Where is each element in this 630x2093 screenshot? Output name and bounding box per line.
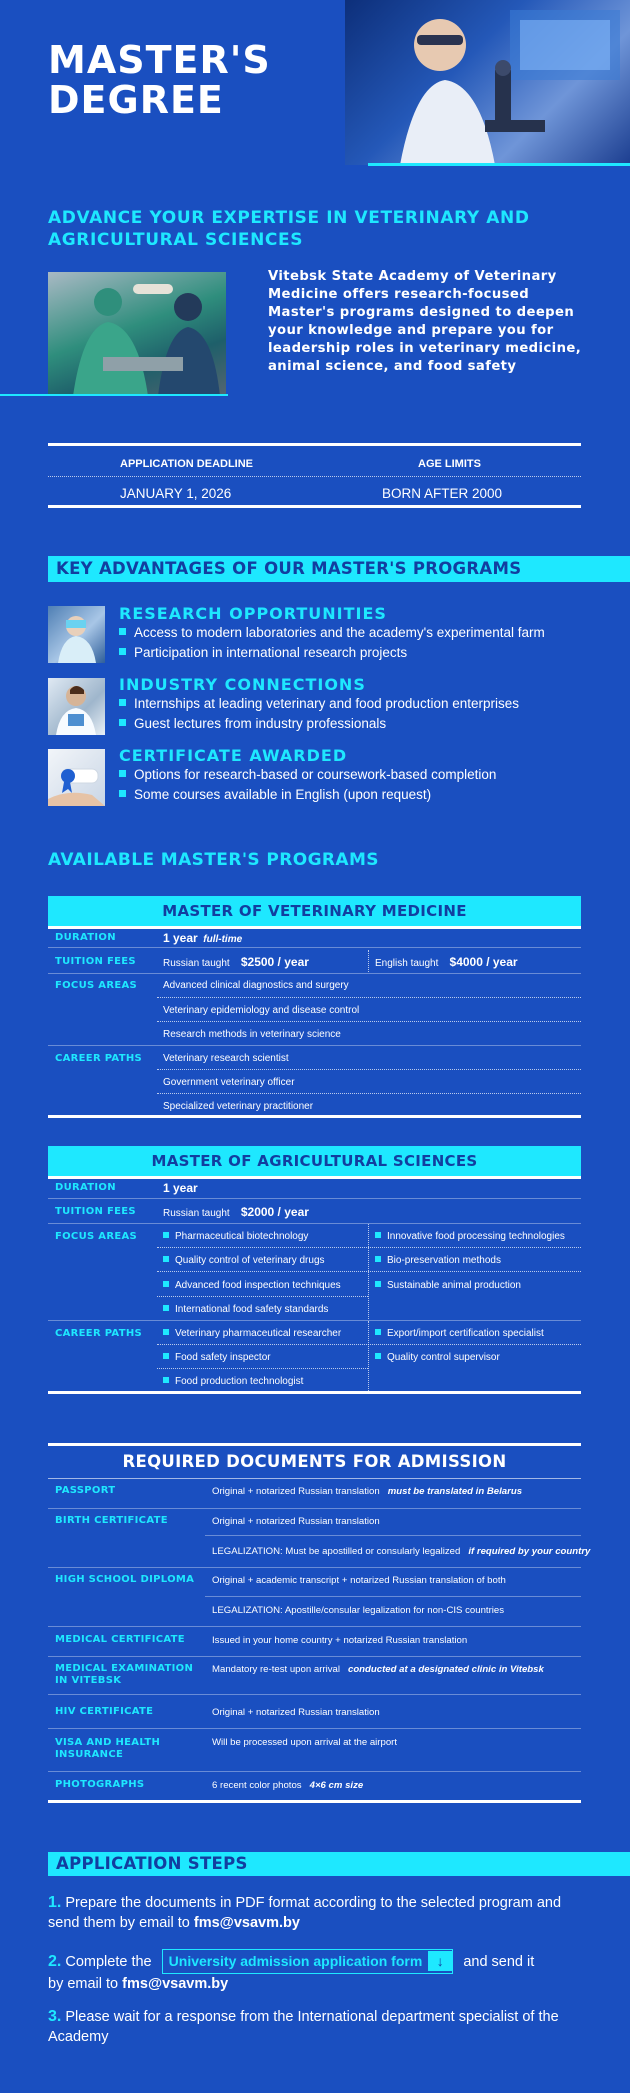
vet-duration: 1 year full-time (163, 931, 243, 945)
row-divider (48, 1728, 581, 1729)
email-link[interactable]: fms@vsavm.by (193, 1915, 300, 1931)
row-divider (157, 1271, 581, 1272)
table-top-border (48, 926, 581, 929)
doc-medical-exam-text: Mandatory re-test upon arrival conducted at a designated clinic in Vitebsk (212, 1664, 544, 1675)
step-3: 3. Please wait for a response from the International department specialist of the Academy (48, 2008, 559, 2045)
docs-bottom-border (48, 1800, 581, 1803)
agri-focus-item: Quality control of veterinary drugs (163, 1255, 325, 1266)
row-divider (205, 1535, 581, 1536)
bullet-icon (375, 1232, 381, 1238)
row-divider (48, 1567, 581, 1568)
vet-tuition-ru: Russian taught $2500 / year (163, 955, 309, 969)
row-divider (205, 1596, 581, 1597)
agri-focus-item: Advanced food inspection techniques (163, 1280, 341, 1291)
doc-passport-text: Original + notarized Russian translation must be translated in Belarus (212, 1486, 523, 1497)
row-divider (157, 1069, 581, 1070)
row-divider (48, 1771, 581, 1772)
row-divider (48, 973, 581, 974)
surgery-image (48, 272, 226, 396)
bullet-icon (119, 770, 126, 777)
row-divider (48, 1223, 581, 1224)
documents-title: REQUIRED DOCUMENTS FOR ADMISSION (122, 1452, 507, 1471)
email-link[interactable]: fms@vsavm.by (122, 1976, 229, 1992)
vet-career-item: Veterinary research scientist (163, 1053, 289, 1064)
row-divider (48, 947, 581, 948)
bullet-icon (375, 1329, 381, 1335)
step-1: 1. Prepare the documents in PDF format according to the selected program and send them by email to fms@vsavm.by (48, 1894, 562, 1931)
agri-duration: 1 year (163, 1181, 198, 1195)
advantage-item: Some courses available in English (upon request) (119, 787, 431, 802)
bullet-icon (375, 1281, 381, 1287)
bullet-icon (163, 1281, 169, 1287)
doc-label-birth-certificate: BIRTH CERTIFICATE (55, 1515, 168, 1526)
row-divider (48, 1656, 581, 1657)
hero-accent-line (368, 163, 630, 166)
deadline-table (48, 443, 581, 508)
bullet-icon (375, 1353, 381, 1359)
lab-researcher-image (345, 0, 630, 165)
row-divider (157, 1344, 581, 1345)
programs-title: AVAILABLE MASTER'S PROGRAMS (48, 850, 379, 870)
doc-photos-text: 6 recent color photos 4×6 cm size (212, 1780, 364, 1791)
tuition-label: TUITION FEES (55, 956, 136, 967)
col-divider (368, 1321, 369, 1391)
subtitle: ADVANCE YOUR EXPERTISE IN VETERINARY AND AGRICULTURAL SCIENCES (48, 208, 530, 250)
vet-focus-item: Veterinary epidemiology and disease control (163, 1005, 360, 1016)
doc-visa-text: Will be processed upon arrival at the airport (212, 1737, 398, 1748)
agri-career-item: Veterinary pharmaceutical researcher (163, 1328, 341, 1339)
table-bottom-border (48, 1391, 581, 1394)
bullet-icon (119, 719, 126, 726)
advantage-industry-title: INDUSTRY CONNECTIONS (119, 675, 366, 694)
doc-diploma-text: Original + academic transcript + notarized Russian translation of both (212, 1575, 506, 1586)
doc-label-visa-insurance: VISA AND HEALTH INSURANCE (55, 1737, 161, 1760)
agri-career-item: Food production technologist (163, 1376, 303, 1387)
deadline-value: JANUARY 1, 2026 (120, 486, 232, 501)
doc-birth-legalization: LEGALIZATION: Must be apostilled or consularly legalized if required by your country (212, 1546, 591, 1557)
focus-label: FOCUS AREAS (55, 980, 137, 991)
advantage-item: Guest lectures from industry professionals (119, 716, 386, 731)
research-image (48, 606, 105, 663)
career-label: CAREER PATHS (55, 1053, 142, 1064)
row-divider (157, 997, 581, 998)
hero-title-line2: DEGREE (48, 78, 224, 122)
agri-program-title: MASTER OF AGRICULTURAL SCIENCES (48, 1146, 581, 1176)
vet-career-item: Government veterinary officer (163, 1077, 295, 1088)
doc-hiv-text: Original + notarized Russian translation (212, 1707, 380, 1718)
col-divider (368, 950, 369, 972)
row-divider (157, 1093, 581, 1094)
doc-medical-text: Issued in your home country + notarized Russian translation (212, 1635, 468, 1646)
agri-focus-item: Innovative food processing technologies (375, 1231, 565, 1242)
industry-image (48, 678, 105, 735)
advantage-item: Internships at leading veterinary and food production enterprises (119, 696, 519, 711)
intro-text: Vitebsk State Academy of Veterinary Medicine offers research-focused Master's programs designed to deepen your knowledge and prepare you for leadership roles in veterinary medicine, animal science, and food safety (268, 269, 582, 374)
bullet-icon (119, 699, 126, 706)
bullet-icon (119, 628, 126, 635)
advantage-item: Options for research-based or coursework-based completion (119, 767, 496, 782)
row-divider (48, 1626, 581, 1627)
row-divider (48, 1694, 581, 1695)
row-divider (157, 1296, 368, 1297)
doc-label-passport: PASSPORT (55, 1485, 116, 1496)
career-label: CAREER PATHS (55, 1328, 142, 1339)
arrow-down-icon: ↓ (428, 1951, 452, 1971)
agri-career-item: Quality control supervisor (375, 1352, 500, 1363)
vet-focus-item: Research methods in veterinary science (163, 1029, 341, 1040)
duration-label: DURATION (55, 932, 116, 943)
agri-career-item: Food safety inspector (163, 1352, 271, 1363)
doc-diploma-legalization: LEGALIZATION: Apostille/consular legalization for non-CIS countries (212, 1605, 505, 1616)
bullet-icon (163, 1256, 169, 1262)
vet-program-title: MASTER OF VETERINARY MEDICINE (48, 896, 581, 926)
row-divider (48, 1320, 581, 1321)
bullet-icon (163, 1232, 169, 1238)
doc-label-medical-examination: MEDICAL EXAMINATION IN VITEBSK (55, 1663, 194, 1686)
hero-title (48, 40, 271, 120)
deadline-header: APPLICATION DEADLINE (120, 458, 254, 470)
bullet-icon (163, 1377, 169, 1383)
row-divider (48, 1508, 581, 1509)
advantage-certificate-title: CERTIFICATE AWARDED (119, 746, 348, 765)
hero-title-line1: MASTER'S (48, 38, 271, 82)
age-header: AGE LIMITS (418, 458, 481, 470)
table-top-border (48, 1176, 581, 1179)
table-bottom-border (48, 1115, 581, 1118)
row-divider (48, 1198, 581, 1199)
advantages-title: KEY ADVANTAGES OF OUR MASTER'S PROGRAMS (48, 556, 630, 582)
agri-tuition-ru: Russian taught $2000 / year (163, 1205, 309, 1219)
deadline-divider (48, 476, 581, 477)
advantage-research-title: RESEARCH OPPORTUNITIES (119, 604, 387, 623)
bullet-icon (163, 1305, 169, 1311)
duration-label: DURATION (55, 1182, 116, 1193)
docs-top-border (48, 1443, 581, 1446)
row-divider (48, 1045, 581, 1046)
doc-label-hiv-certificate: HIV CERTIFICATE (55, 1706, 154, 1717)
step-2: 2. Complete the University admission application form ↓ and send it by email to fms@vsavm.by (48, 1949, 588, 1994)
bullet-icon (119, 648, 126, 655)
steps-title: APPLICATION STEPS (48, 1852, 630, 1876)
surgery-accent-line (0, 394, 228, 396)
agri-focus-item: Sustainable animal production (375, 1280, 521, 1291)
doc-label-high-school-diploma: HIGH SCHOOL DIPLOMA (55, 1574, 195, 1585)
tuition-label: TUITION FEES (55, 1206, 136, 1217)
bullet-icon (119, 790, 126, 797)
application-form-button[interactable]: University admission application form ↓ (162, 1949, 454, 1974)
agri-focus-item: Bio-preservation methods (375, 1255, 501, 1266)
vet-focus-item: Advanced clinical diagnostics and surgery (163, 980, 349, 991)
focus-label: FOCUS AREAS (55, 1231, 137, 1242)
agri-focus-item: International food safety standards (163, 1304, 328, 1315)
agri-career-item: Export/import certification specialist (375, 1328, 544, 1339)
row-divider (48, 1478, 581, 1479)
bullet-icon (375, 1256, 381, 1262)
vet-career-item: Specialized veterinary practitioner (163, 1101, 314, 1112)
row-divider (157, 1247, 581, 1248)
doc-birth-text: Original + notarized Russian translation (212, 1516, 380, 1527)
bullet-icon (163, 1329, 169, 1335)
bullet-icon (163, 1353, 169, 1359)
row-divider (157, 1368, 368, 1369)
row-divider (157, 1021, 581, 1022)
doc-label-medical-certificate: MEDICAL CERTIFICATE (55, 1634, 185, 1645)
advantage-item: Participation in international research projects (119, 645, 407, 660)
doc-label-photographs: PHOTOGRAPHS (55, 1779, 145, 1790)
certificate-image (48, 749, 105, 806)
vet-tuition-en: English taught $4000 / year (375, 955, 518, 969)
advantage-item: Access to modern laboratories and the academy's experimental farm (119, 625, 545, 640)
agri-focus-item: Pharmaceutical biotechnology (163, 1231, 308, 1242)
age-value: BORN AFTER 2000 (382, 486, 503, 501)
